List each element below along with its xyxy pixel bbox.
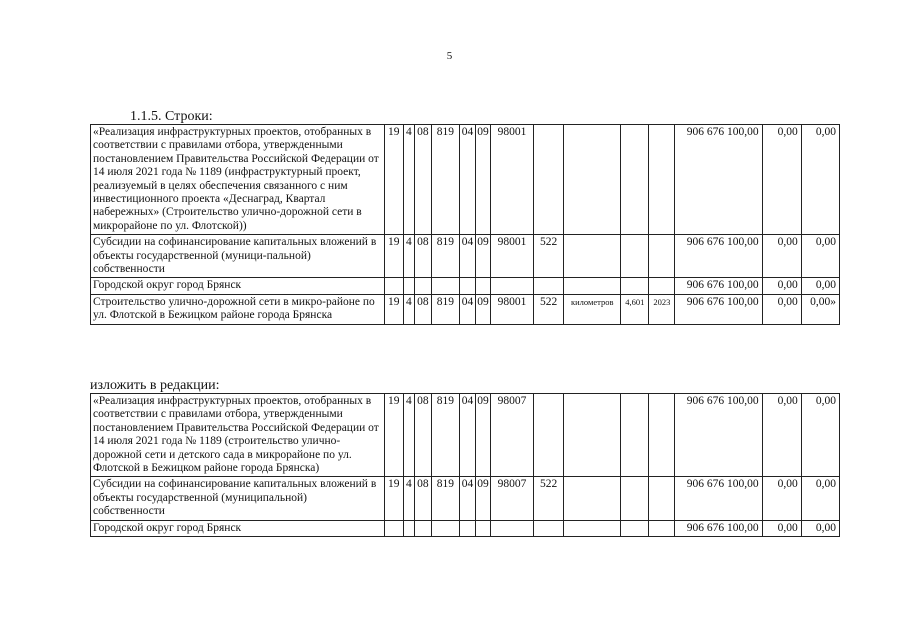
code-cell	[403, 520, 414, 536]
code-cell: 98007	[491, 477, 534, 520]
code-cell: 09	[475, 125, 490, 235]
table-row	[91, 477, 840, 520]
row-name-cell: Городской округ город Брянск	[91, 278, 385, 294]
amount-cell: 0,00	[762, 477, 801, 520]
value-cell	[621, 125, 649, 235]
code-cell: 09	[475, 235, 490, 278]
value-cell	[621, 520, 649, 536]
code-cell: 819	[431, 477, 459, 520]
row-name-cell: «Реализация инфраструктурных проектов, отобранных в соответствии с правилами отбора, утвержденными постановлением Правительства Российской Федерации от 14 июля 2021 года № 1189 (строительство улично-дорожной сети и детского сада в микрорайоне по ул. Флотской в Бежицком районе города Брянска)	[91, 394, 385, 477]
code-cell	[459, 278, 475, 294]
code-cell: 4	[403, 394, 414, 477]
value-cell	[621, 278, 649, 294]
row-name-cell: «Реализация инфраструктурных проектов, отобранных в соответствии с правилами отбора, утвержденными постановлением Правительства Российской Федерации от 14 июля 2021 года № 1189 (инфраструктурный проект, реализуемый в целях обеспечения связанного с ним инвестиционного проекта «Деснаград, Квартал набережных» (Строительство улично-дорожной сети в микрорайоне по ул. Флотской))	[91, 125, 385, 235]
year-cell	[649, 520, 675, 536]
code-cell	[475, 520, 490, 536]
code-cell: 522	[534, 477, 564, 520]
amount-cell: 0,00	[762, 235, 801, 278]
unit-cell	[564, 125, 621, 235]
code-cell: 08	[414, 477, 431, 520]
amount-cell: 0,00	[801, 125, 839, 235]
value-cell	[621, 477, 649, 520]
unit-cell	[564, 520, 621, 536]
edit-instruction: изложить в редакции:	[90, 378, 220, 393]
row-name-cell: Городской округ город Брянск	[91, 520, 385, 536]
amount-cell: 906 676 100,00	[675, 125, 762, 235]
amount-cell: 906 676 100,00	[675, 477, 762, 520]
code-cell: 09	[475, 294, 490, 324]
code-cell: 04	[459, 294, 475, 324]
table-new-rows	[90, 393, 840, 537]
code-cell	[384, 520, 403, 536]
code-cell	[534, 278, 564, 294]
unit-cell	[564, 235, 621, 278]
code-cell	[475, 278, 490, 294]
amount-cell: 906 676 100,00	[675, 278, 762, 294]
code-cell: 19	[384, 477, 403, 520]
year-cell	[649, 477, 675, 520]
amount-cell: 0,00	[801, 520, 839, 536]
row-name-cell: Субсидии на софинансирование капитальных вложений в объекты государственной (муниципальной) собственности	[91, 477, 385, 520]
code-cell: 98001	[491, 235, 534, 278]
amount-cell: 0,00	[801, 235, 839, 278]
code-cell: 4	[403, 294, 414, 324]
code-cell	[534, 520, 564, 536]
year-cell	[649, 394, 675, 477]
unit-cell	[564, 394, 621, 477]
code-cell	[414, 520, 431, 536]
code-cell: 98001	[491, 294, 534, 324]
code-cell: 19	[384, 125, 403, 235]
code-cell	[534, 394, 564, 477]
code-cell: 19	[384, 235, 403, 278]
code-cell: 819	[431, 235, 459, 278]
code-cell: 08	[414, 125, 431, 235]
code-cell: 522	[534, 235, 564, 278]
table-row	[91, 125, 840, 235]
year-cell: 2023	[649, 294, 675, 324]
code-cell	[431, 278, 459, 294]
year-cell	[649, 125, 675, 235]
code-cell: 98001	[491, 125, 534, 235]
code-cell: 98007	[491, 394, 534, 477]
code-cell	[403, 278, 414, 294]
table-row	[91, 294, 840, 324]
amount-cell: 0,00»	[801, 294, 839, 324]
amount-cell: 0,00	[762, 278, 801, 294]
year-cell	[649, 278, 675, 294]
code-cell: 08	[414, 235, 431, 278]
amount-cell: 0,00	[762, 294, 801, 324]
table-row	[91, 278, 840, 294]
amount-cell: 0,00	[801, 394, 839, 477]
table-row	[91, 235, 840, 278]
row-name-cell: Строительство улично-дорожной сети в микро-районе по ул. Флотской в Бежицком районе города Брянска	[91, 294, 385, 324]
amount-cell: 906 676 100,00	[675, 520, 762, 536]
code-cell: 4	[403, 125, 414, 235]
row-name-cell: Субсидии на софинансирование капитальных вложений в объекты государственной (муници-пальной) собственности	[91, 235, 385, 278]
code-cell	[459, 520, 475, 536]
section-heading: 1.1.5. Строки:	[130, 109, 213, 124]
code-cell: 04	[459, 394, 475, 477]
code-cell: 819	[431, 394, 459, 477]
table-old-rows	[90, 124, 840, 325]
code-cell: 09	[475, 394, 490, 477]
amount-cell: 906 676 100,00	[675, 394, 762, 477]
unit-cell	[564, 477, 621, 520]
amount-cell: 0,00	[762, 520, 801, 536]
code-cell: 19	[384, 294, 403, 324]
unit-cell	[564, 278, 621, 294]
code-cell: 522	[534, 294, 564, 324]
code-cell: 08	[414, 294, 431, 324]
code-cell: 819	[431, 294, 459, 324]
code-cell: 04	[459, 477, 475, 520]
amount-cell: 906 676 100,00	[675, 294, 762, 324]
code-cell	[491, 520, 534, 536]
amount-cell: 0,00	[801, 477, 839, 520]
table-row	[91, 394, 840, 477]
code-cell: 819	[431, 125, 459, 235]
code-cell	[431, 520, 459, 536]
value-cell	[621, 394, 649, 477]
code-cell: 09	[475, 477, 490, 520]
code-cell	[534, 125, 564, 235]
code-cell: 4	[403, 235, 414, 278]
code-cell: 4	[403, 477, 414, 520]
value-cell	[621, 235, 649, 278]
code-cell: 19	[384, 394, 403, 477]
code-cell: 04	[459, 235, 475, 278]
amount-cell: 906 676 100,00	[675, 235, 762, 278]
code-cell	[491, 278, 534, 294]
amount-cell: 0,00	[762, 125, 801, 235]
value-cell: 4,601	[621, 294, 649, 324]
unit-cell: километров	[564, 294, 621, 324]
code-cell: 04	[459, 125, 475, 235]
code-cell	[384, 278, 403, 294]
year-cell	[649, 235, 675, 278]
code-cell	[414, 278, 431, 294]
amount-cell: 0,00	[801, 278, 839, 294]
code-cell: 08	[414, 394, 431, 477]
amount-cell: 0,00	[762, 394, 801, 477]
table-row	[91, 520, 840, 536]
page-number: 5	[446, 50, 453, 62]
